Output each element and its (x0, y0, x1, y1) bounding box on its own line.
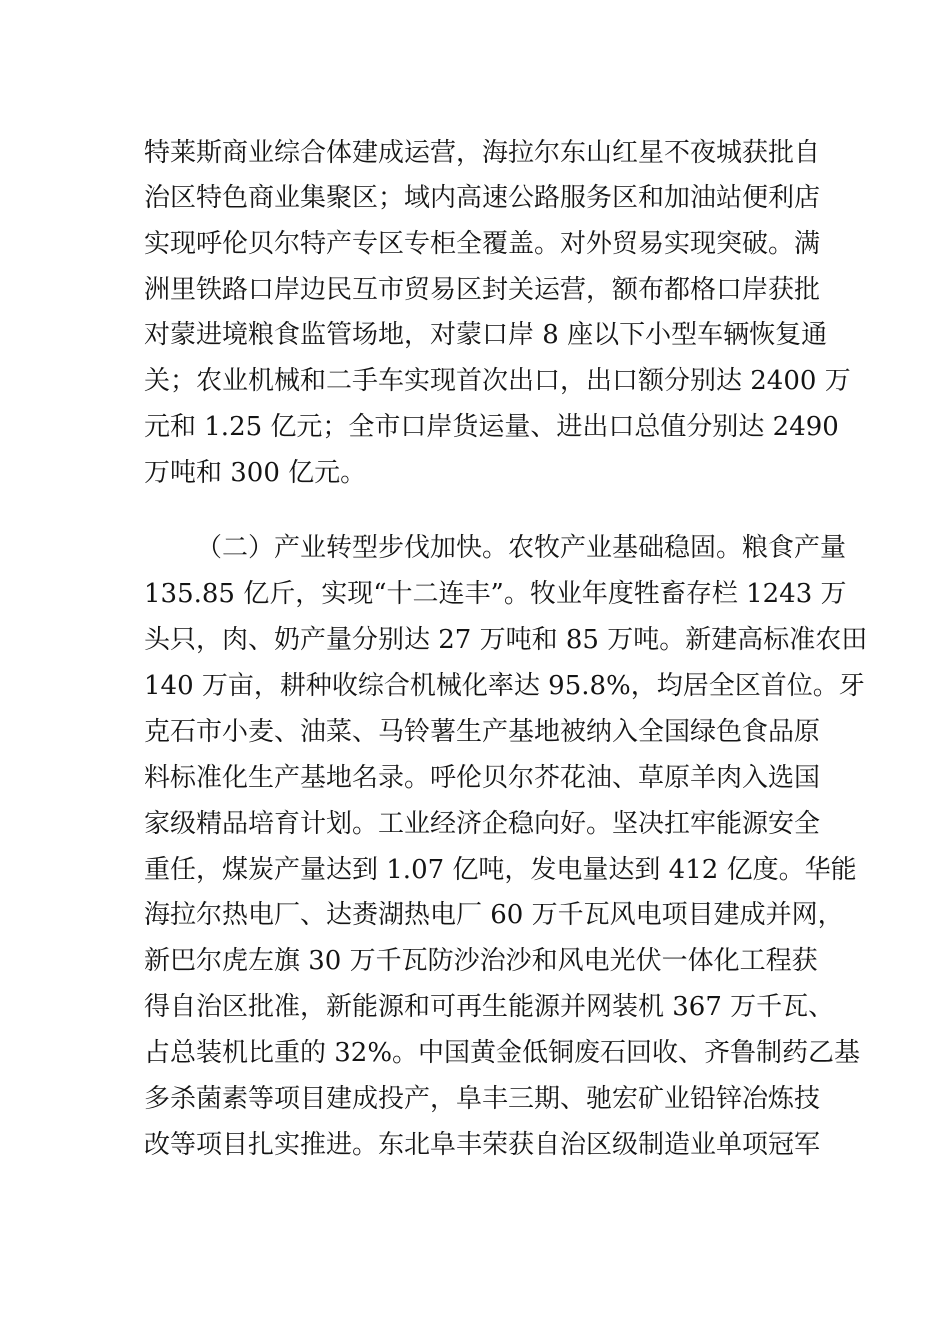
text-line: 新巴尔虎左旗 30 万千瓦防沙治沙和风电光伏一体化工程获 (144, 946, 818, 976)
text-line: 135.85 亿斤，实现“十二连丰”。牧业年度牲畜存栏 1243 万 (144, 579, 847, 609)
text-line: 料标准化生产基地名录。呼伦贝尔芥花油、草原羊肉入选国 (144, 763, 821, 793)
text-line: 特莱斯商业综合体建成运营，海拉尔东山红星不夜城获批自 (144, 138, 821, 168)
text-line: 家级精品培育计划。工业经济企稳向好。坚决扛牢能源安全 (144, 809, 821, 839)
text-line: 万吨和 300 亿元。 (144, 458, 367, 488)
text-line: 改等项目扎实推进。东北阜丰荣获自治区级制造业单项冠军 (144, 1130, 821, 1160)
text-line: 得自治区批准，新能源和可再生能源并网装机 367 万千瓦、 (144, 992, 835, 1022)
text-line: 洲里铁路口岸边民互市贸易区封关运营，额布都格口岸获批 (144, 275, 821, 305)
text-line: 重任，煤炭产量达到 1.07 亿吨，发电量达到 412 亿度。华能 (144, 855, 857, 885)
text-line: 头只，肉、奶产量分别达 27 万吨和 85 万吨。新建高标准农田 (144, 625, 868, 655)
text-line: 多杀菌素等项目建成投产，阜丰三期、驰宏矿业铅锌冶炼技 (144, 1084, 821, 1114)
text-line: 关；农业机械和二手车实现首次出口，出口额分别达 2400 万 (144, 366, 851, 396)
text-line: 海拉尔热电厂、达赉湖热电厂 60 万千瓦风电项目建成并网， (144, 900, 844, 930)
text-line: 克石市小麦、油菜、马铃薯生产基地被纳入全国绿色食品原 (144, 717, 821, 747)
text-line: （二）产业转型步伐加快。农牧产业基础稳固。粮食产量 (196, 533, 847, 563)
text-line: 对蒙进境粮食监管场地，对蒙口岸 8 座以下小型车辆恢复通 (144, 320, 828, 350)
text-line: 140 万亩，耕种收综合机械化率达 95.8%，均居全区首位。牙 (144, 671, 865, 701)
text-line: 占总装机比重的 32%。中国黄金低铜废石回收、齐鲁制药乙基 (144, 1038, 861, 1068)
text-line: 实现呼伦贝尔特产专区专柜全覆盖。对外贸易实现突破。满 (144, 229, 821, 259)
text-line: 治区特色商业集聚区；域内高速公路服务区和加油站便利店 (144, 183, 821, 213)
text-line: 元和 1.25 亿元；全市口岸货运量、进出口总值分别达 2490 (144, 412, 839, 442)
